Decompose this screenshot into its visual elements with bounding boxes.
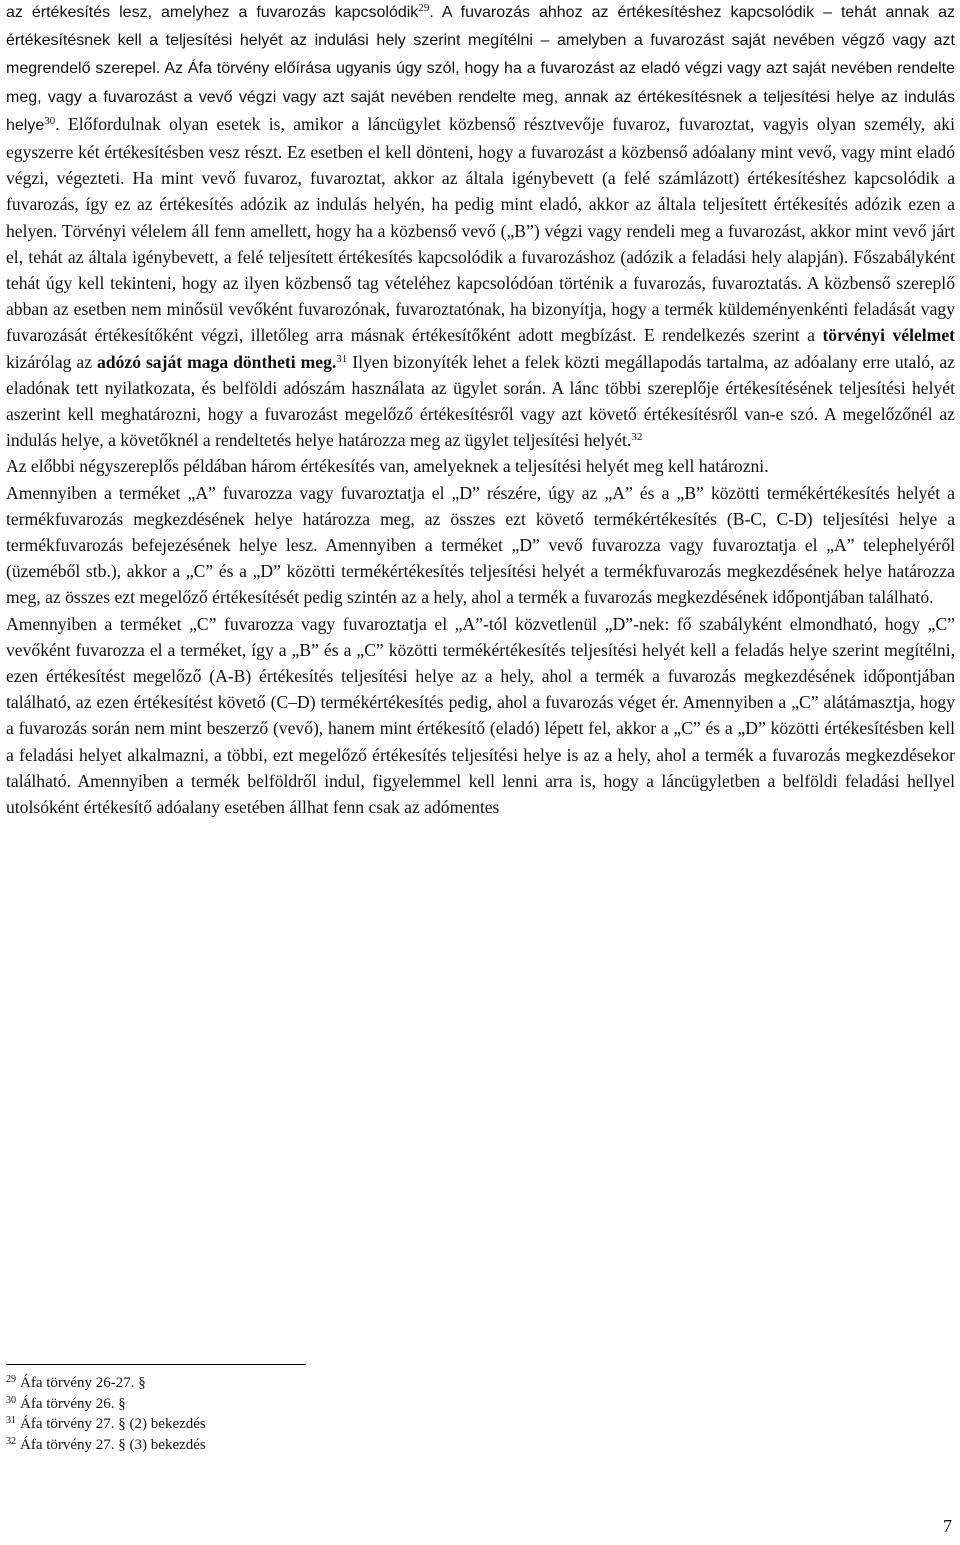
text-run: kizárólag az — [6, 351, 97, 372]
footnote — [6, 1373, 906, 1394]
footnotes — [6, 1364, 906, 1455]
text-run: . A fuvarozás ahhoz az értékesítéshez kapcsolódik – tehát annak az értékesítésnek kell a teljesítési helyét az indulási hely szerint megítélni – amelyben a fuvarozást saját nevében végző vagy azt megrendelő szerepel. Az Áfa törvény előírása ugyanis úgy szól, hogy ha a fuvarozást az eladó végzi vagy azt saját nevében rendelte meg, vagy a fuvarozást a vevő végzi vagy azt saját nevében rendelte meg, annak az értékesítésnek a teljesítési helye az indulás helye — [6, 4, 955, 134]
paragraph — [6, 480, 955, 611]
footnote-text: Áfa törvény 26. § — [20, 1395, 126, 1412]
paragraph — [6, 0, 955, 453]
footnote-number: 29 — [6, 1374, 16, 1385]
footnote-number: 31 — [6, 1415, 16, 1426]
footnote — [6, 1394, 906, 1415]
footnote — [6, 1435, 906, 1456]
text-run: Az előbbi négyszereplős példában három értékesítés van, amelyeknek a teljesítési helyét meg kell határozni. — [6, 456, 769, 477]
footnote-reference: 32 — [631, 431, 643, 444]
footnote-reference: 30 — [44, 114, 56, 127]
text-run: Amennyiben a terméket „C” fuvarozza vagy fuvaroztatja el „A”-tól közvetlenül „D”-nek: fő szabályként elmondható, hogy „C” vevőként fuvarozza el a terméket, így a „B” és a „C” közötti termékértékesítés teljesítési helyét kell a feladás helye szerint megítélni, ezen értékesítést megelőző (A-B) értékesítés teljesítési helye az a hely, ahol a termék a fuvarozás megkezdésének időpontjában található, az ezen értékesítést követő (C–D) termékértékesítés pedig, ahol a fuvarozás véget ér. Amennyiben a „C” alátámasztja, hogy a fuvarozás során nem mint beszerző (vevő), hanem mint értékesítő (eladó) lépett fel, akkor a „C” és a „D” közötti értékesítésben kell a feladási helyet alkalmazni, a többi, ezt megelőző értékesítés teljesítési helye is az a hely, ahol a termék a fuvarozás megkezdésekor található. Amennyiben a termék belföldről indul, figyelemmel kell lenni arra is, hogy a láncügyletben a belföldi feladási hellyel utolsóként értékesítő adóalany esetében állhat fenn csak az adómentes — [6, 613, 955, 818]
bold-text: adózó saját maga döntheti meg. — [97, 351, 337, 372]
text-run: az értékesítés lesz, amelyhez a fuvarozás kapcsolódik — [6, 4, 419, 21]
footnote-separator — [6, 1364, 306, 1365]
footnote-number: 32 — [6, 1435, 16, 1447]
page-number: 7 — [943, 1516, 952, 1536]
footnote-text: Áfa törvény 27. § (3) bekezdés — [20, 1436, 206, 1453]
text-run: Amennyiben a terméket „A” fuvarozza vagy fuvaroztatja el „D” részére, úgy az „A” és a „B” közötti termékértékesítés helyét a termékfuvarozás megkezdésének helye határozza meg, az összes ezt követő termékértékesítés (B-C, C-D) teljesítési helye a termékfuvarozás befejezésének helye lesz. Amennyiben a terméket „D” vevő fuvarozza vagy fuvaroztatja el „A” telephelyéről (üzeméből stb.), akkor a „C” és a „D” közötti termékértékesítés teljesítési helyét a termékfuvarozás megkezdésének helye határozza meg, az összes ezt megelőző értékesítését pedig szintén az a hely, ahol a termék a fuvarozás megkezdésének időpontjában található. — [6, 482, 955, 608]
body-text — [6, 0, 955, 820]
footnote-reference: 29 — [418, 2, 430, 14]
text-run: Ilyen bizonyíték lehet a felek közti megállapodás tartalma, az adóalany erre utaló, az eladónak tett nyilatkozata, és belföldi adószám használata az ügylet során. A lánc többi szereplője értékesítésének teljesítési helyét aszerint kell meghatározni, hogy a fuvarozást megelőző értékesítésről vagy azt követő értékesítésről van-e szó. A megelőzőnél az indulás helye, a követőknél a rendeltetés helye határozza meg az ügylet teljesítési helyét. — [6, 351, 955, 451]
paragraph — [6, 453, 955, 479]
footnote-text: Áfa törvény 27. § (2) bekezdés — [20, 1416, 206, 1432]
footnote-number: 30 — [6, 1394, 16, 1406]
footnote-list — [6, 1373, 906, 1455]
footnote — [6, 1414, 906, 1435]
text-run: . Előfordulnak olyan esetek is, amikor a láncügylet közbenső résztvevője fuvaroz, fuvaroztat, vagyis olyan személy, aki egyszerre két értékesítésben vesz részt. Ez esetben el kell dönteni, hogy a fuvarozást a közbenső adóalany mint vevő, vagy mint eladó végzi, végezteti. Ha mint vevő fuvaroz, fuvaroztat, akkor az általa igénybevett (a felé számlázott) értékesítéshez kapcsolódik a fuvarozás, így ez az értékesítés adózik az indulás helyén, ha pedig mint eladó, akkor az általa teljesített értékesítés adózik ezen a helyen. Törvényi vélelem áll fenn amellett, hogy ha a közbenső vevő („B”) végzi vagy rendeli meg a fuvarozást, akkor mint vevő járt el, tehát az általa igénybevett, a felé teljesített értékesítés kapcsolódik a fuvarozáshoz (adózik a feladási hely alapján). Főszabályként tehát úgy kell tekinteni, hogy az ilyen közbenső tag vételéhez kapcsolódóan történik a fuvarozás, fuvaroztatás. A közbenső szereplő abban az esetben nem minősül vevőként fuvarozónak, fuvaroztatónak, ha bizonyítja, hogy a termék küldeményenkénti feladását vagy fuvarozását értékesítőként végzi, illetőleg arra másnak értékesítőként adott megbízást. E rendelkezés szerint a — [6, 113, 955, 346]
paragraph — [6, 611, 955, 821]
footnote-text: Áfa törvény 26-27. § — [20, 1375, 146, 1391]
footnote-reference: 31 — [336, 352, 348, 365]
bold-text: törvényi vélelmet — [822, 325, 955, 346]
